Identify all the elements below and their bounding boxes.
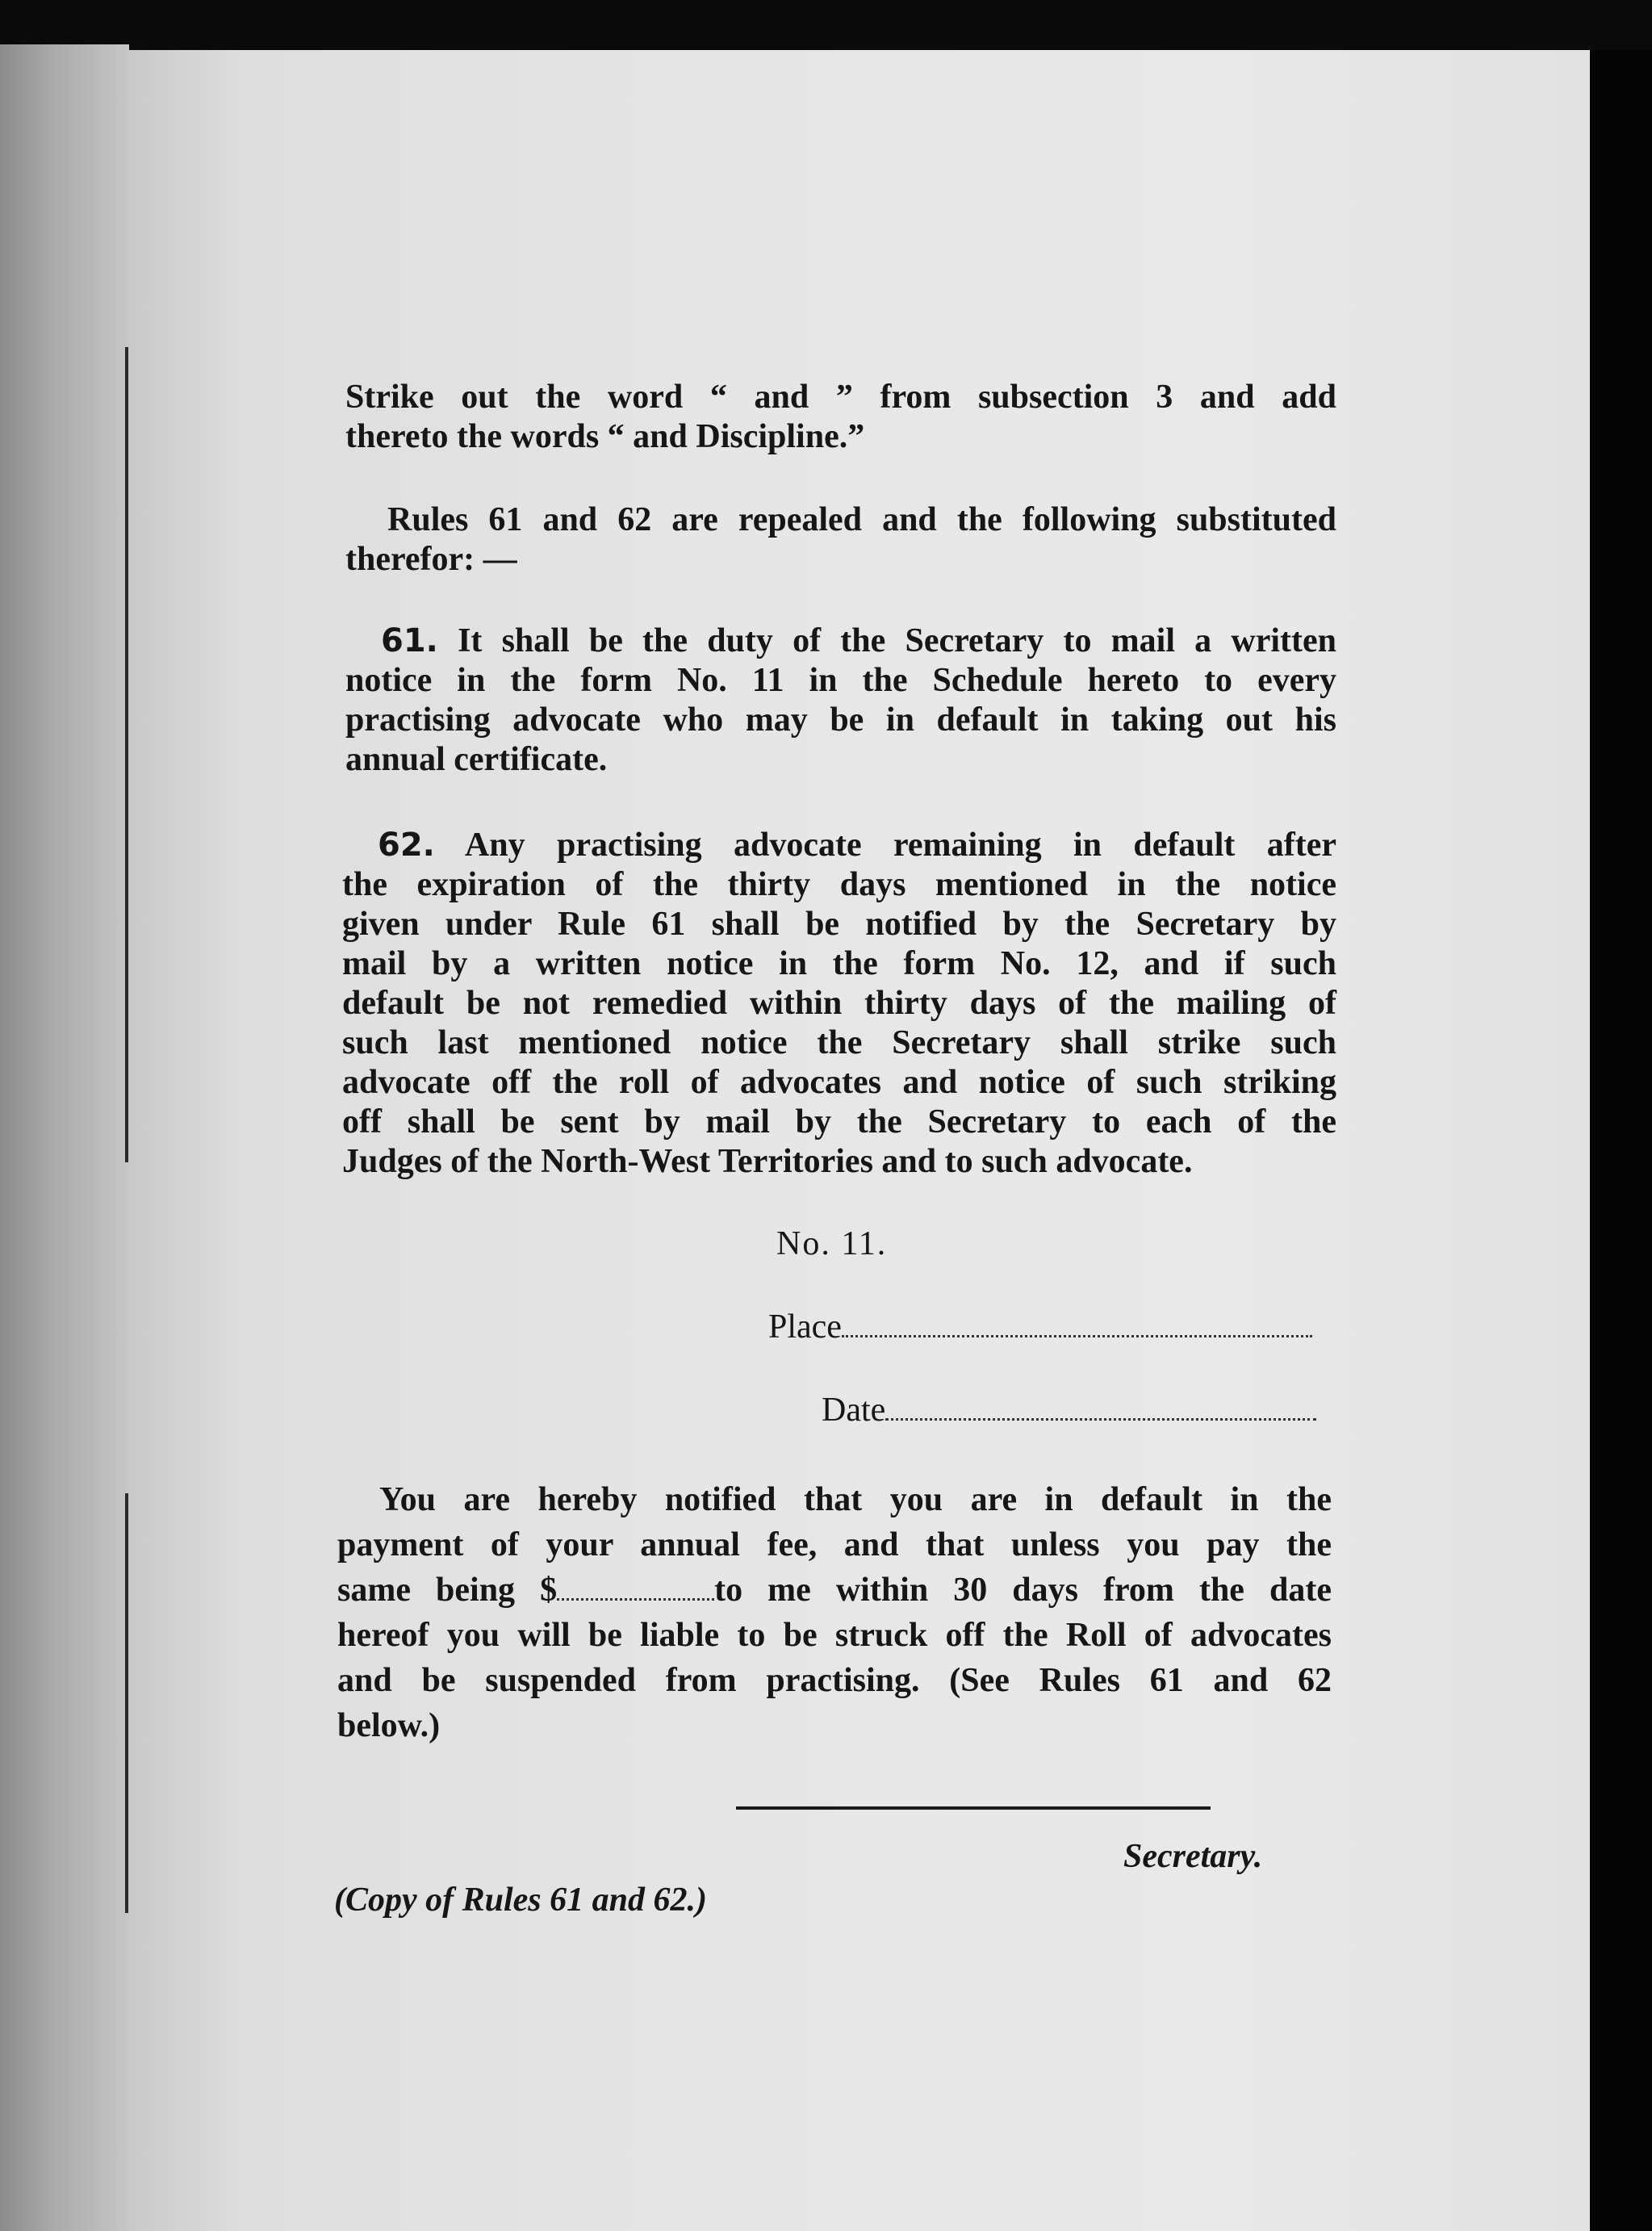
- repeal-paragraph: [345, 500, 1336, 580]
- rule-62-line: default be not remedied within thirty days of the mailing of: [342, 985, 1336, 1022]
- rule-61-paragraph: [345, 622, 1336, 780]
- amount-suffix: to me within 30 days from the date: [714, 1572, 1332, 1609]
- scan-border: [1590, 50, 1652, 2231]
- rule-61-text: It shall be the duty of the Secretary to mail a written: [458, 622, 1336, 659]
- form-notice: [337, 1477, 1332, 1748]
- notice-line: and be suspended from practising. (See Rules 61 and 62: [337, 1662, 1332, 1699]
- rule-62-line: the expiration of the thirty days mentioned in the notice: [342, 866, 1336, 903]
- rule-62-line: Judges of the North-West Territories and to such advocate.: [342, 1143, 1193, 1180]
- amount-blank: [557, 1574, 714, 1601]
- rule-62-paragraph: [342, 826, 1336, 1182]
- place-label: Place: [768, 1308, 842, 1346]
- rule-61-first-line: [345, 622, 1336, 661]
- signature-line: [736, 1806, 1211, 1810]
- rule-62-line: advocate off the roll of advocates and notice of such striking: [342, 1064, 1336, 1101]
- rule-61-line: practising advocate who may be in default in taking out his: [345, 701, 1336, 739]
- repeal-line: therefor: —: [345, 541, 517, 578]
- date-label: Date: [822, 1392, 886, 1429]
- amendment-line: thereto the words “ and Discipline.”: [345, 418, 865, 455]
- rule-62-line: off shall be sent by mail by the Secretary to each of the: [342, 1103, 1336, 1141]
- amendment-paragraph: [345, 378, 1336, 457]
- place-blank: [842, 1311, 1312, 1337]
- signature-title: Secretary.: [1123, 1838, 1263, 1875]
- rule-61-number: 61.: [381, 622, 438, 659]
- amount-prefix: same being $: [337, 1572, 558, 1609]
- rule-62-first-line: [342, 826, 1336, 865]
- amendment-line: Strike out the word “ and ” from subsection 3 and add: [345, 379, 1336, 416]
- binding-line-upper: [125, 347, 128, 1162]
- repeal-line: Rules 61 and 62 are repealed and the following substituted: [387, 501, 1336, 538]
- rule-62-line: given under Rule 61 shall be notified by the Secretary by: [342, 906, 1336, 943]
- date-blank: [885, 1394, 1316, 1421]
- rule-62-line: such last mentioned notice the Secretary shall strike such: [342, 1024, 1336, 1061]
- date-field: [822, 1391, 1316, 1429]
- rule-62-line: mail by a written notice in the form No. 12, and if such: [342, 945, 1336, 982]
- place-field: [768, 1308, 1312, 1346]
- rule-61-line: annual certificate.: [345, 741, 608, 778]
- notice-line: You are hereby notified that you are in default in the: [379, 1481, 1332, 1518]
- binding-line-lower: [125, 1493, 128, 1913]
- form-heading: No. 11.: [776, 1225, 888, 1262]
- footer-note: (Copy of Rules 61 and 62.): [334, 1881, 707, 1919]
- facing-page-edge: [0, 44, 129, 2231]
- notice-amount-line: [337, 1568, 1332, 1613]
- notice-line: hereof you will be liable to be struck off the Roll of advocates: [337, 1617, 1332, 1654]
- notice-line: payment of your annual fee, and that unless you pay the: [337, 1526, 1332, 1563]
- rule-62-number: 62.: [378, 827, 435, 864]
- notice-line: below.): [337, 1707, 441, 1744]
- rule-61-line: notice in the form No. 11 in the Schedule hereto to every: [345, 662, 1336, 699]
- rule-62-text: Any practising advocate remaining in default after: [464, 827, 1336, 864]
